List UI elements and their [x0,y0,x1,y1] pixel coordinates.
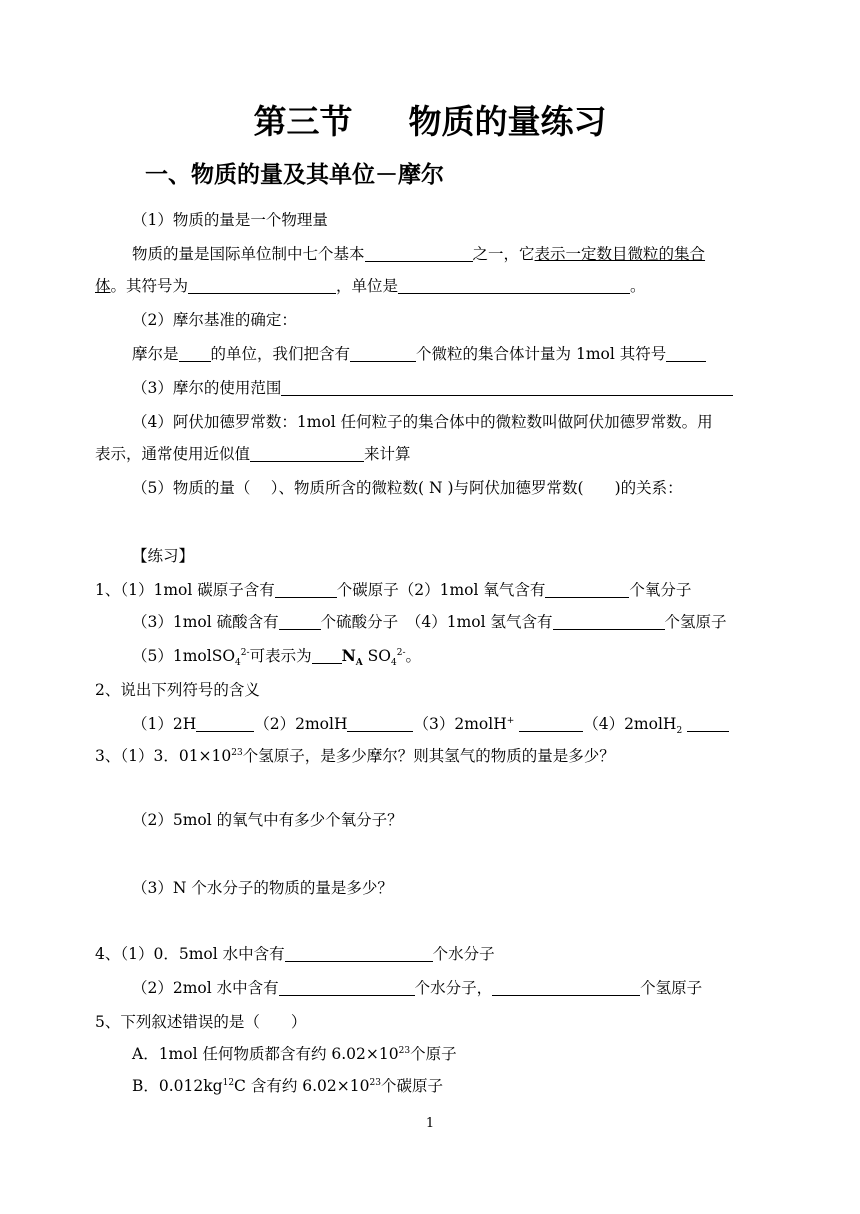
blank-field[interactable] [279,979,415,996]
blank-field[interactable] [312,647,342,664]
blank-field[interactable] [275,581,337,598]
item-3: （3）摩尔的使用范围 [132,378,733,398]
blank-field[interactable] [196,715,254,732]
item-5: （5）物质的量（ ）、物质所含的微粒数( N )与阿伏加德罗常数( )的关系： [132,479,683,497]
question-2: 2、说出下列符号的含义 [95,681,260,699]
paragraph-symbol: 体。其符号为 ，单位是 。 [95,277,646,295]
title-topic: 物质的量练习 [408,102,607,141]
blank-field[interactable] [281,379,733,396]
title-section: 第三节 [253,102,353,141]
blank-field[interactable] [687,715,729,732]
blank-field[interactable] [250,445,364,462]
blank-field[interactable] [492,979,640,996]
blank-field[interactable] [365,245,473,262]
item-1: （1）物质的量是一个物理量 [132,211,328,229]
blank-field[interactable] [279,613,321,630]
question-3-part-3: （3）N 个水分子的物质的量是多少？ [132,879,393,897]
section-heading: 一、物质的量及其单位－摩尔 [145,162,444,188]
question-5: 5、下列叙述错误的是（ ） [95,1013,307,1031]
item-2: （2）摩尔基准的确定： [132,311,297,329]
question-3-part-2: （2）5mol 的氧气中有多少个氧分子？ [132,811,403,829]
paragraph-mole: 摩尔是 的单位，我们把含有 个微粒的集合体计量为 1mol 其符号 [132,344,706,364]
blank-field[interactable] [545,581,629,598]
question-3: 3、（1）3．$01\times 10^{23}$个氢原子，是多少摩尔？则其氢气的物质的量是多少？ [95,747,615,765]
blank-field[interactable] [179,345,211,362]
page-number: 1 [425,1116,435,1131]
question-4-line-2: （2）2mol 水中含有 个水分子， 个氢原子 [132,979,703,997]
question-1-line-1: 1、（1）1mol 碳原子含有 个碳原子（2）1mol 氧气含有 个氧分子 [95,581,692,599]
blank-field[interactable] [398,277,630,294]
question-2-items: （1）2H （2）2molH （3）2molH+ （4）2molH$_2$ [132,714,729,734]
paragraph-avogadro: 表示，通常使用近似值 来计算 [95,445,411,463]
practice-heading: 【练习】 [132,547,195,565]
option-b: B．$0.012kg^{12}C$ 含有约 $6.02\times 10^{23}$个碳原子 [132,1077,443,1095]
page-title [0,100,860,144]
blank-field[interactable] [553,613,665,630]
option-a: A．1mol 任何物质都含有约 $6.02\times 10^{23}$个原子 [132,1045,457,1063]
question-4-line-1: 4、（1）0．5mol 水中含有 个水分子 [95,945,495,963]
blank-field[interactable] [350,345,416,362]
item-4: （4）阿伏加德罗常数：1mol 任何粒子的集合体中的微粒数叫做阿伏加德罗常数。用 [132,413,713,431]
blank-field[interactable] [519,715,583,732]
blank-field[interactable] [188,277,336,294]
blank-field[interactable] [347,715,413,732]
blank-field[interactable] [666,345,706,362]
blank-field[interactable] [285,945,433,962]
question-1-line-2: （3）1mol 硫酸含有 个硫酸分子 （4）1mol 氢气含有 个氢原子 [132,613,727,631]
question-1-line-3: （5）1molSO$_4^{2-}$可表示为 $N_A$ $SO_4^{2-}$。 [132,646,422,669]
paragraph-definition: 物质的量是国际单位制中七个基本 之一，它表示一定数目微粒的集合 [132,245,706,263]
